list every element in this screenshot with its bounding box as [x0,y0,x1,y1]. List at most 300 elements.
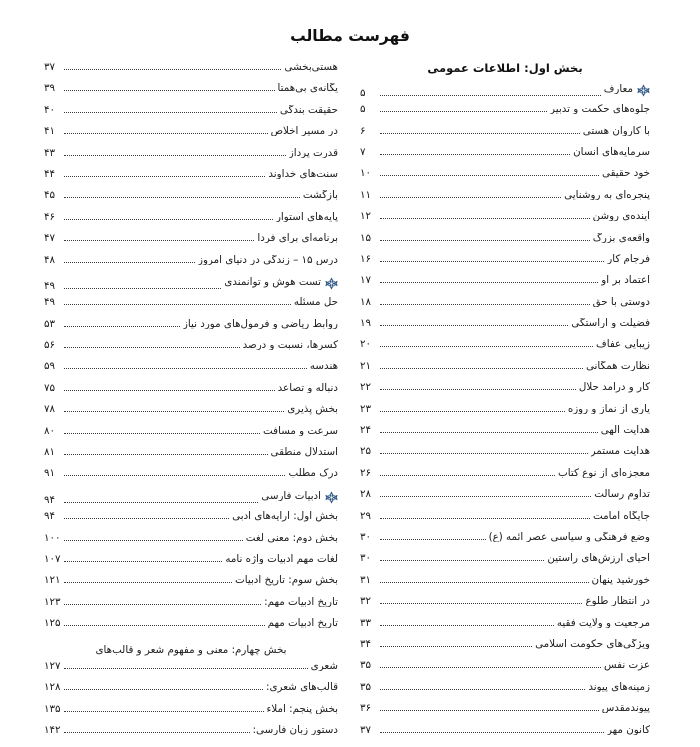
toc-entry[interactable] [360,468,650,489]
toc-entry[interactable] [44,383,338,404]
toc-entry-title: با کاروان هستی [582,125,650,136]
toc-entry-title-group [592,575,651,585]
toc-page-number: ۱۳۵ [44,703,61,715]
toc-leader-dots [64,427,260,434]
toc-leader-dots [380,89,601,96]
toc-entry-title: لغات مهم ادبیات واژه نامه [225,553,338,565]
toc-entry-title: پیوندمقدس [601,703,650,714]
toc-entry[interactable] [360,83,650,104]
toc-entry[interactable] [360,703,650,724]
toc-entry-title: زیبایی عفاف [596,339,650,350]
toc-entry-title-continued: شعری [310,660,338,672]
toc-entry-title: سرعت و مسافت [263,425,338,436]
toc-entry-title: سرمایه‌های انسان [573,146,650,158]
toc-page-number: ۱۱ [360,189,372,201]
toc-leader-dots [64,684,263,691]
toc-page-number: ۳۵ [360,681,372,693]
toc-entry-title-group [243,340,338,350]
toc-entry-title-group [235,575,338,585]
toc-entry-title: بخش اول: آرایه‌های ادبی [232,511,338,522]
toc-entry[interactable] [44,126,338,147]
toc-entry-title: فرجام کار [607,253,650,265]
toc-entry[interactable] [44,533,338,554]
toc-leader-dots [380,362,583,369]
toc-entry-title: دستور زبان فارسی: [252,725,338,736]
toc-entry-title-group [602,703,650,713]
toc-leader-dots [380,683,585,690]
toc-entry-title-group [232,511,338,521]
toc-entry[interactable] [360,446,650,467]
toc-page-number: ۵۹ [44,361,56,373]
toc-entry-title-group [593,233,650,243]
toc-leader-dots [380,234,590,241]
toc-entry[interactable] [44,447,338,468]
toc-entry-title-group [593,211,650,221]
toc-entry[interactable] [360,575,650,596]
toc-entry-title-group [266,682,338,692]
toc-entry[interactable] [44,190,338,211]
toc-page-number: ۱۲۷ [44,659,61,672]
toc-entry[interactable] [360,489,650,510]
toc-entry-title-group [289,148,338,158]
toc-entry[interactable] [44,233,338,254]
toc-entry-title: یاری از نماز و روزه [567,403,650,414]
toc-entry[interactable] [360,190,650,211]
section-heading-part-one: بخش اول: اطلاعات عمومی [427,61,583,75]
toc-entry[interactable] [44,426,338,447]
toc-entry-title-group [602,168,650,178]
toc-entry-title: قدرت پرداز [288,147,338,158]
toc-page-number: ۳۶ [360,703,372,715]
six-pointed-star-ornament-icon [325,491,338,504]
toc-entry-title: مرجعیت و ولایت فقیه [556,617,650,628]
toc-leader-dots [64,299,291,306]
toc-entry-title: دنباله و تصاعد [277,382,338,394]
toc-leader-dots [380,212,590,219]
toc-entry[interactable] [360,553,650,574]
toc-leader-dots [64,705,264,712]
toc-entry-title-group [261,490,338,503]
toc-entry-title-group [183,319,338,329]
toc-leader-dots [380,619,554,626]
toc-entry-title-group [568,404,650,414]
toc-entry-title: برنامه‌ای برای فردا [257,233,338,244]
toc-entry-title-group [267,704,339,714]
toc-entry[interactable] [360,104,650,125]
toc-entry-title: وضع فرهنگی و سیاسی عصر ائمه (ع) [488,532,650,543]
toc-leader-dots [380,127,580,134]
toc-entry[interactable] [44,297,338,318]
toc-entry[interactable] [360,275,650,296]
toc-entry-list-right [360,83,650,746]
toc-page-number: ۶ [360,125,366,137]
toc-entry-title-group [224,276,338,289]
toc-page-number: ۴۶ [44,211,56,223]
toc-entry-title-group [303,190,338,200]
toc-entry-title: ادبیات فارسی [261,491,321,502]
toc-entry-title-group [268,618,338,628]
toc-page-number: ۱۰۰ [44,532,61,544]
toc-leader-dots [64,282,221,289]
toc-page-number: ۵ [360,104,366,116]
toc-page-number: ۹۴ [44,493,56,506]
toc-entry-title: بخش پنجم: املاء [266,703,338,715]
toc-page-number: ۹۱ [44,468,56,480]
toc-entry-title-group [607,725,650,735]
toc-entry-title: تست هوش و توانمندی [224,277,321,288]
toc-leader-dots [380,255,604,262]
toc-page-number: ۳۲ [360,596,372,608]
toc-entry[interactable] [44,682,338,703]
toc-entry-title-group [257,233,338,243]
toc-entry[interactable] [360,254,650,275]
toc-leader-dots [64,213,273,220]
toc-entry[interactable] [44,276,338,297]
toc-entry[interactable] [360,361,650,382]
toc-entry-title-group [596,339,650,349]
toc-page-number: ۳۹ [44,83,56,95]
toc-leader-dots [380,704,599,711]
toc-leader-dots [64,555,222,562]
toc-entry-title-group [604,83,650,96]
toc-page-number: ۷۸ [44,404,56,416]
toc-entry[interactable] [44,404,338,425]
toc-page-number: ۳۴ [360,638,372,650]
toc-entry[interactable] [44,575,338,596]
toc-entry[interactable] [360,425,650,446]
toc-leader-dots [64,577,232,584]
toc-page-number: ۱۹ [360,318,372,330]
toc-leader-dots [380,106,547,113]
toc-page-number: ۳۷ [360,724,372,736]
toc-entry-title: حقیقت بندگی [279,104,338,116]
toc-entry-title-group [263,426,338,436]
toc-page-number: ۲۱ [360,360,372,372]
toc-entry-title-group [550,104,650,114]
toc-entry-title-group [607,254,650,264]
toc-leader-dots [380,319,568,326]
toc-entry-title: بازگشت [302,190,338,201]
toc-leader-dots [64,192,300,199]
toc-entry-title-group [586,361,650,371]
toc-entry-title: تداوم رسالت [594,489,650,500]
toc-columns [0,62,700,747]
toc-leader-dots [380,555,544,562]
toc-leader-dots [64,106,277,113]
toc-entry-title-group [573,147,650,157]
toc-entry[interactable] [44,640,338,683]
toc-entry[interactable] [360,404,650,425]
toc-entry[interactable] [44,597,338,618]
six-pointed-star-ornament-icon [637,84,650,97]
toc-entry[interactable] [360,168,650,189]
toc-leader-dots [64,363,307,370]
toc-leader-dots [380,191,561,198]
toc-page-number: ۱۲۸ [44,682,61,694]
toc-entry-title: سنت‌های خداوند [268,168,338,180]
toc-entry-title: جلوه‌های حکمت و تدبیر [550,104,650,115]
toc-entry[interactable] [44,618,338,639]
toc-leader-dots [64,726,250,733]
toc-entry[interactable] [44,255,338,276]
toc-entry[interactable] [44,511,338,532]
toc-page-number: ۳۱ [360,574,372,586]
toc-entry[interactable] [44,554,338,575]
toc-entry-title: جایگاه امامت [593,510,650,521]
toc-page-number: ۳۷ [44,62,56,73]
toc-leader-dots [64,496,258,503]
toc-entry-title: هدایت مستمر [590,446,650,457]
toc-leader-dots [64,470,285,477]
toc-entry-title: ویژگی‌های حکومت اسلامی [535,638,650,650]
toc-entry-title: کانون مهر [606,724,650,735]
toc-entry[interactable] [44,704,338,725]
toc-entry-title: پایه‌های استوار [275,211,338,223]
toc-page-number: ۳۳ [360,617,372,629]
toc-entry-title: یگانه‌ی بی‌همتا [277,83,338,94]
toc-entry-title: معجزه‌ای از نوع کتاب [558,467,650,479]
toc-leader-dots [380,405,565,412]
toc-page-number: ۲۹ [360,510,372,522]
toc-leader-dots [380,298,590,305]
toc-page-number: ۱۶ [360,253,372,265]
toc-entry[interactable] [360,297,650,318]
toc-entry[interactable] [360,725,650,746]
toc-leader-dots [380,533,486,540]
toc-leader-dots [380,148,570,155]
toc-entry-title: فضیلت و آراستگی [571,318,650,329]
toc-entry[interactable] [360,339,650,360]
toc-entry-title: هستی‌بخشی [284,62,338,73]
toc-entry-title: هدایت الهی [600,425,650,436]
toc-entry-title-group [489,532,650,542]
toc-leader-dots [64,234,254,241]
toc-entry-title: معارف [603,84,633,95]
toc-leader-dots [380,341,593,348]
toc-leader-dots [64,128,268,135]
toc-leader-dots [380,426,598,433]
toc-leader-dots [64,384,275,391]
toc-page-number: ۸۱ [44,447,56,459]
toc-leader-dots [64,598,261,605]
toc-entry-title-group [601,425,650,435]
toc-page-number: ۱۸ [360,296,372,308]
toc-entry-title: قالب‌های شعری: [265,682,338,693]
toc-entry[interactable] [44,105,338,126]
toc-page-number: ۲۵ [360,446,372,458]
toc-entry-title-group [571,318,650,328]
toc-page-number: ۴۴ [44,168,56,180]
toc-leader-dots [380,598,582,605]
toc-page-number: ۲۴ [360,425,372,437]
toc-entry-title-group [198,255,338,265]
toc-entry-title-group [558,468,650,478]
toc-entry[interactable] [44,212,338,233]
toc-entry-title: درس ۱۵ – زندگی در دنیای امروز [197,254,338,265]
toc-entry-title-group [287,404,338,414]
toc-entry[interactable] [360,532,650,553]
toc-entry[interactable] [360,511,650,532]
toc-entry-title: تاریخ ادبیات مهم: [264,596,338,608]
toc-entry[interactable] [44,62,338,83]
toc-page-number: ۱۵ [360,232,372,244]
toc-page-number: ۳۰ [360,532,372,543]
toc-entry-title-group [588,682,650,692]
toc-entry-title-group [593,511,650,521]
toc-leader-dots [64,85,275,92]
toc-entry-title: دوستی با حق [592,296,650,307]
toc-leader-dots [380,640,532,647]
toc-entry-title-group [271,447,339,457]
toc-leader-dots [380,662,601,669]
toc-leader-dots [380,469,555,476]
toc-entry-title: بخش چهارم: معنی و مفهوم شعر و قالب‌های [95,643,287,656]
toc-entry[interactable] [44,169,338,190]
toc-page-number: ۱۰ [360,168,372,180]
toc-page-number: ۱۲۳ [44,596,61,608]
toc-entry-title-group [604,660,650,670]
toc-entry-title: عزت نفس [604,660,650,671]
toc-entry-title-group [579,382,650,392]
toc-entry[interactable] [360,382,650,403]
toc-entry-title: نظارت همگانی [585,360,650,372]
toc-page-number: ۴۵ [44,190,56,202]
toc-entry[interactable] [44,361,338,382]
toc-entry-title-group [593,297,650,307]
toc-leader-dots [64,256,195,263]
toc-leader-dots [64,63,281,70]
toc-entry-title-group [310,361,338,371]
toc-page-number: ۴۸ [44,254,56,266]
toc-entry-title-continued-line [44,661,338,682]
toc-page-number: ۱۴۲ [44,725,61,737]
toc-page-number: ۳۰ [360,553,372,565]
toc-leader-dots [380,170,599,177]
toc-entry[interactable] [360,318,650,339]
toc-leader-dots [64,513,229,520]
toc-entry-title-group [268,169,338,179]
toc-column-left [28,62,350,747]
toc-entry[interactable] [44,725,338,746]
toc-entry[interactable] [44,340,338,361]
toc-entry[interactable] [360,639,650,660]
toc-entry-title-group [583,126,650,136]
toc-page-number: ۱۰۷ [44,553,61,565]
toc-entry-title: احیای ارزش‌های راستین [547,553,650,564]
toc-leader-dots [64,149,286,156]
toc-leader-dots [380,384,576,391]
toc-leader-dots [64,320,180,327]
toc-entry[interactable] [44,468,338,489]
toc-page-number: ۴۷ [44,233,56,245]
toc-entry-title: روابط ریاضی و فرمول‌های مورد نیاز [182,318,338,329]
toc-entry[interactable] [360,126,650,147]
toc-entry-title: در مسیر اخلاص [270,126,338,137]
toc-entry[interactable] [44,319,338,340]
toc-entry[interactable] [360,233,650,254]
toc-entry-title: بخش سوم: تاریخ ادبیات [235,575,338,586]
toc-entry-title-group [294,297,338,307]
toc-entry-title-group [253,725,338,735]
toc-leader-dots [64,662,308,669]
toc-entry-title: واقعه‌ی بزرگ [592,232,650,243]
toc-entry-title: خود حقیقی [601,168,650,179]
toc-entry[interactable] [44,148,338,169]
toc-entry-title-group [278,83,338,93]
toc-entry-title-group [288,468,338,478]
toc-page-number: ۲۸ [360,489,372,501]
toc-entry-title-group [547,553,650,563]
toc-entry[interactable] [360,618,650,639]
toc-page-number: ۸۰ [44,425,56,437]
toc-page-number: ۱۲۱ [44,575,61,587]
toc-entry-title: پنجره‌ای به روشنایی [564,189,650,201]
toc-entry-title: هندسه [309,361,338,372]
toc-entry-title: استدلال منطقی [270,447,338,458]
toc-page-number: ۲۳ [360,403,372,415]
toc-leader-dots [380,512,590,519]
toc-page-number: ۷ [360,146,366,158]
toc-page-number: ۲۰ [360,339,372,351]
toc-leader-dots [64,170,265,177]
toc-page-number: ۷۵ [44,382,56,394]
toc-entry-title-group [225,554,338,564]
toc-page-number: ۳۵ [360,660,372,672]
toc-entry-title: بخش دوم: معنی لغت [245,532,338,543]
toc-entry-title: درک مطلب [288,468,338,479]
toc-page-number: ۹۴ [44,511,56,523]
toc-leader-dots [64,448,268,455]
toc-page-number: ۴۹ [44,279,56,292]
toc-entry-title: کار و درآمد حلال [578,382,650,393]
toc-entry-title-group [276,212,338,222]
toc-entry-title: زمینه‌های پیوند [588,681,650,693]
toc-page-number: ۵۶ [44,340,56,352]
toc-leader-dots [380,448,588,455]
toc-entry-title-group [585,596,650,606]
toc-leader-dots [380,726,604,733]
toc-column-right [350,62,672,747]
toc-leader-dots [64,620,265,627]
toc-entry-title: اعتماد بر او [601,275,650,286]
toc-leader-dots [380,491,591,498]
toc-leader-dots [64,406,284,413]
toc-page-number: ۴۱ [44,126,56,138]
toc-entry-title-group [535,639,650,649]
toc-page-number: ۴۳ [44,147,56,159]
toc-page-number: ۱۲۵ [44,618,61,630]
toc-leader-dots [380,277,598,284]
toc-entry[interactable] [360,211,650,232]
toc-entry-title-group [591,446,650,456]
toc-entry[interactable] [44,490,338,511]
toc-entry-title-group [557,618,650,628]
toc-entry[interactable] [360,660,650,681]
toc-entry-title-group [594,489,650,499]
toc-entry-title-group [271,126,338,136]
toc-entry-title-group [278,383,338,393]
toc-entry-title: تاریخ ادبیات مهم [267,618,338,629]
toc-entry-title: آینده‌ی روشن [592,211,650,222]
toc-page-number: ۱۲ [360,211,372,223]
toc-leader-dots [64,341,240,348]
toc-entry-title: خورشید پنهان [591,574,650,586]
toc-page-number: ۵ [360,86,366,99]
toc-entry[interactable] [44,83,338,104]
toc-entry[interactable] [360,147,650,168]
toc-entry[interactable] [360,596,650,617]
toc-page-number: ۲۶ [360,467,372,479]
